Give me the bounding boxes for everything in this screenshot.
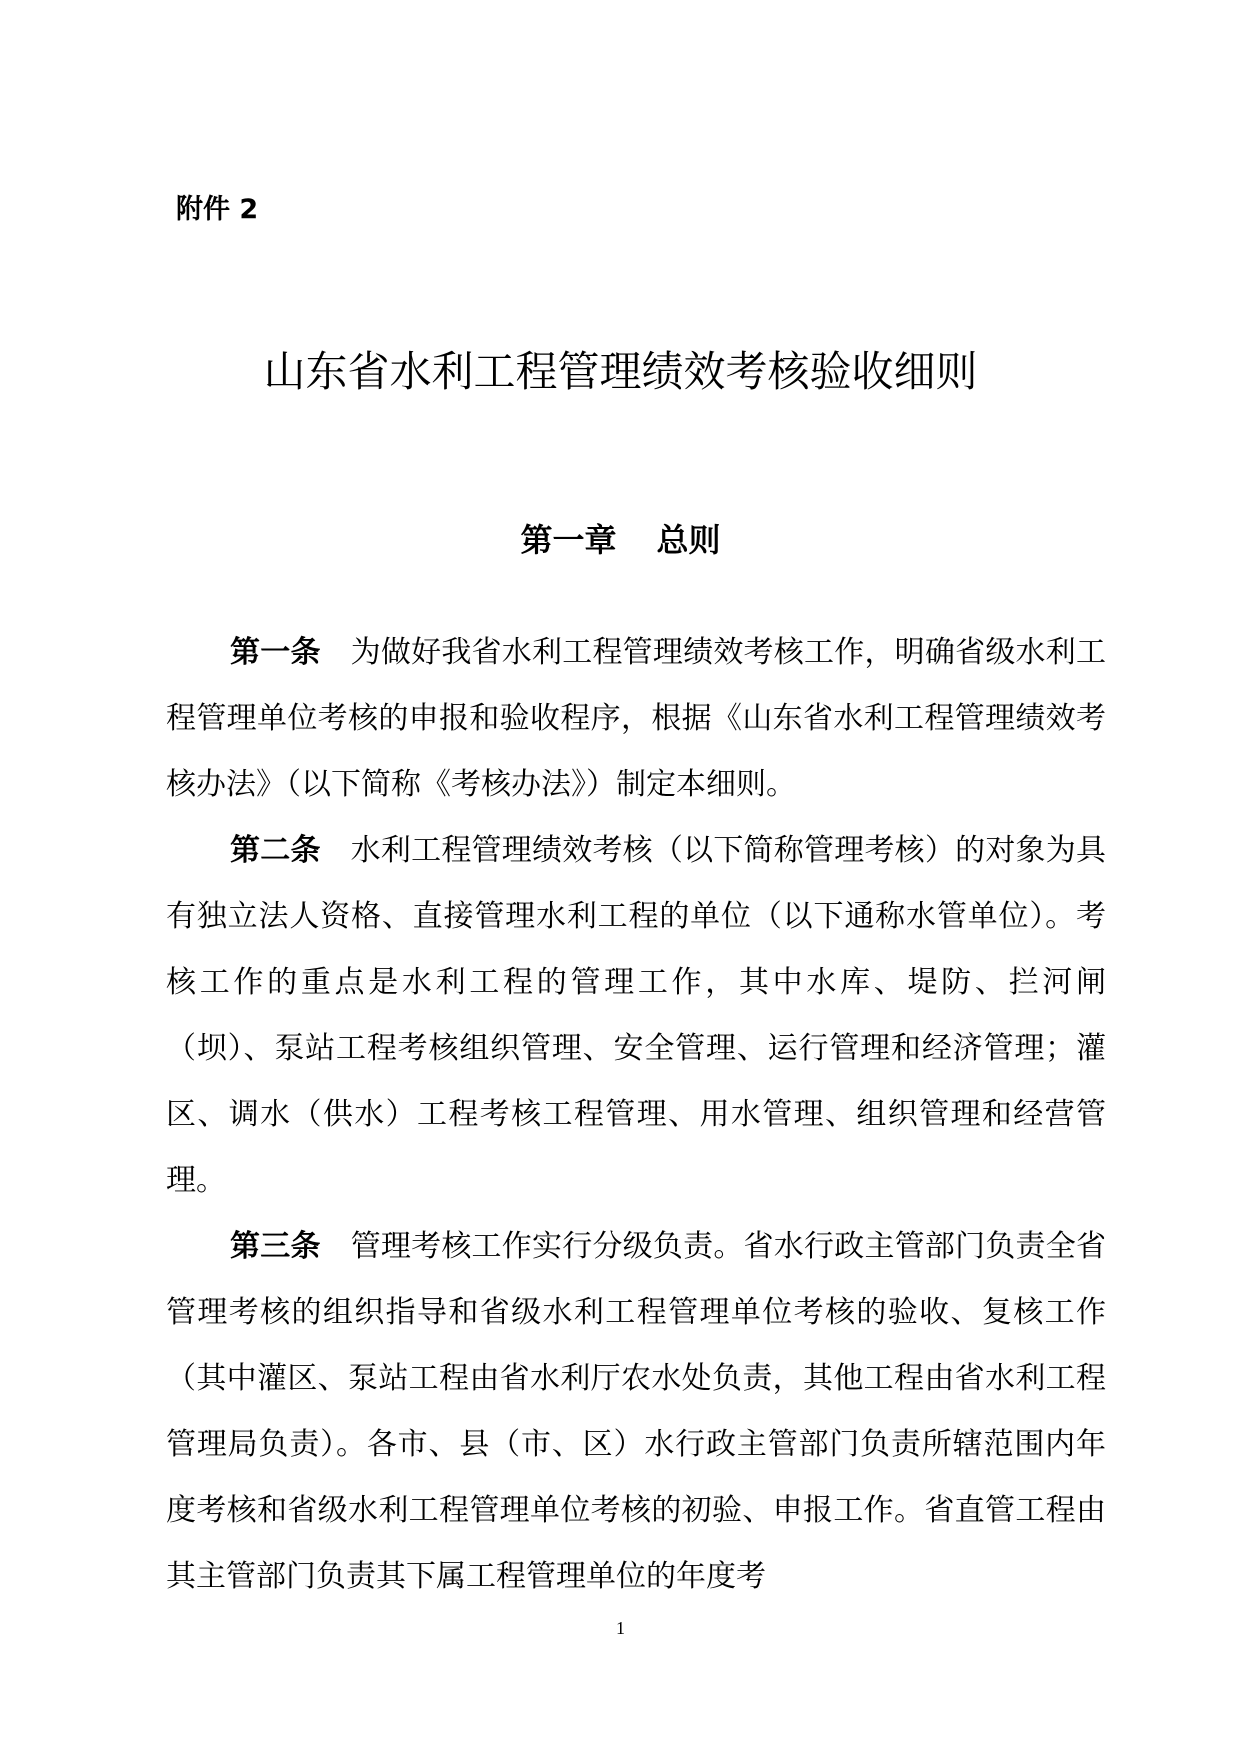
article-label: 第一条 — [230, 635, 321, 670]
page-number: 1 — [616, 1618, 625, 1638]
article-2 — [166, 818, 1106, 1214]
chapter-name: 总则 — [656, 521, 721, 559]
article-label: 第二条 — [230, 833, 321, 868]
attachment-label: 附件 2 — [176, 194, 259, 225]
document-body — [166, 620, 1106, 1610]
article-text: 为做好我省水利工程管理绩效考核工作，明确省级水利工程管理单位考核的申报和验收程序，根据《山东省水利工程管理绩效考核办法》（以下简称《考核办法》）制定本细则。 — [166, 635, 1107, 802]
article-text: 管理考核工作实行分级负责。省水行政主管部门负责全省管理考核的组织指导和省级水利工程管理单位考核的验收、复核工作（其中灌区、泵站工程由省水利厅农水处负责，其他工程由省水利工程管理局负责）。各市、县（市、区）水行政主管部门负责所辖范围内年度考核和省级水利工程管理单位考核的初验、申报工作。省直管工程由其主管部门负责其下属工程管理单位的年度考 — [166, 1229, 1107, 1594]
chapter-heading — [0, 518, 1241, 562]
chapter-number: 第一章 — [520, 521, 617, 559]
article-text: 水利工程管理绩效考核（以下简称管理考核）的对象为具有独立法人资格、直接管理水利工程的单位（以下通称水管单位）。考核工作的重点是水利工程的管理工作，其中水库、堤防、拦河闸（坝）、泵站工程考核组织管理、安全管理、运行管理和经济管理；灌区、调水（供水）工程考核工程管理、用水管理、组织管理和经营管理。 — [166, 833, 1107, 1198]
article-label: 第三条 — [230, 1229, 321, 1264]
document-title: 山东省水利工程管理绩效考核验收细则 — [263, 347, 978, 396]
article-1 — [166, 620, 1106, 818]
article-3 — [166, 1214, 1106, 1610]
